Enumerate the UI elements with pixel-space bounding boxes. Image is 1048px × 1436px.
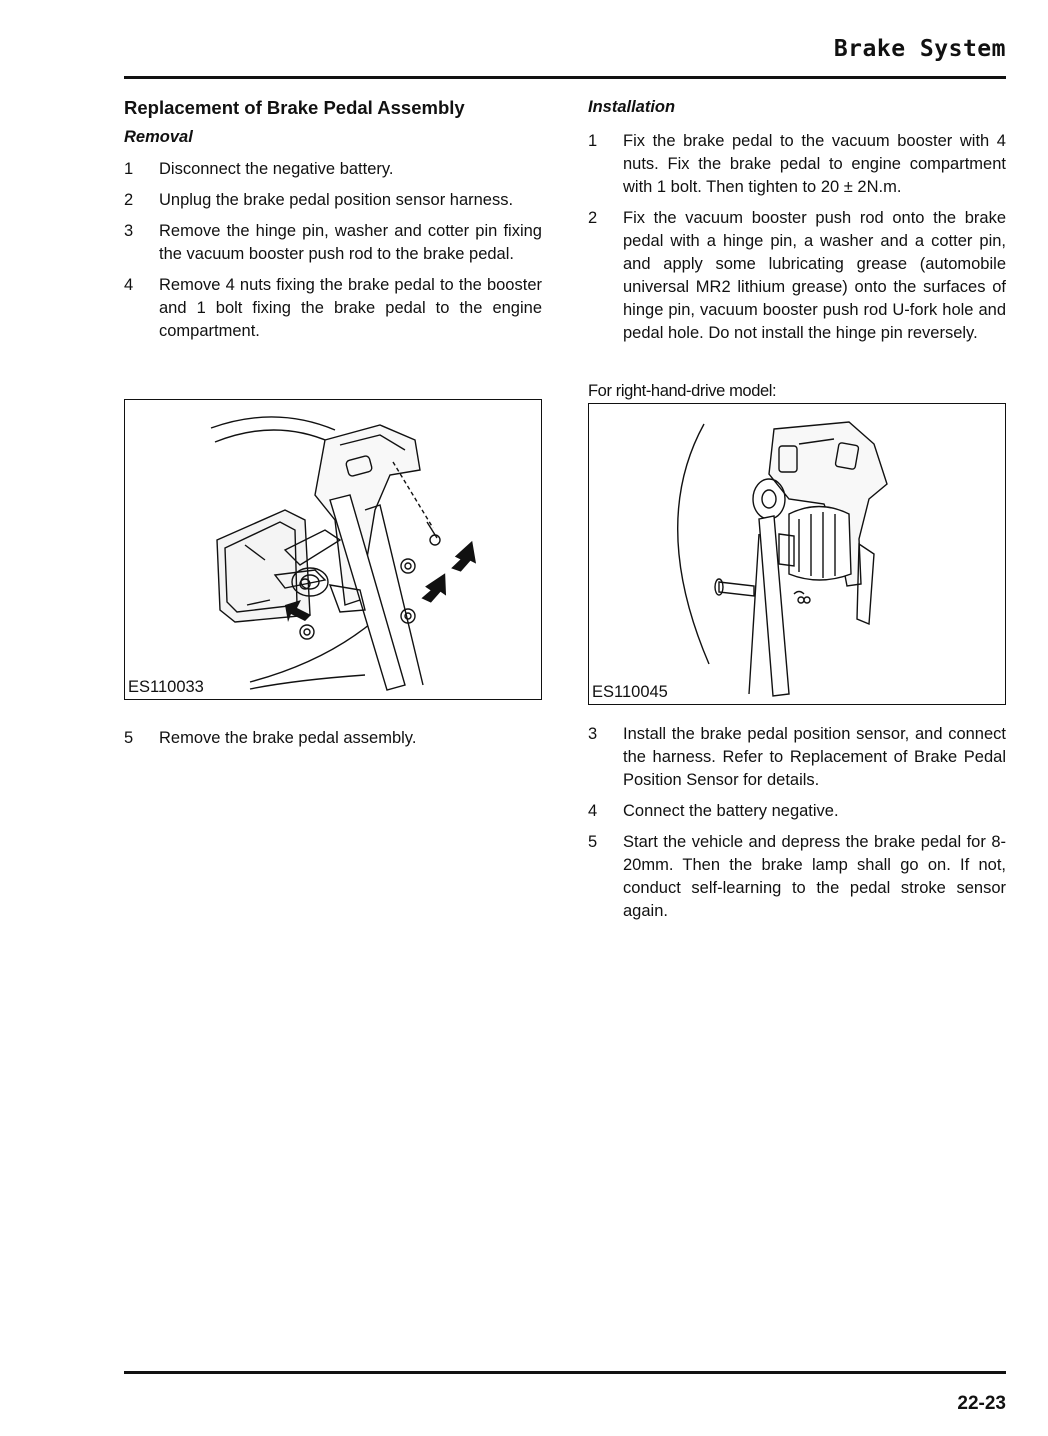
figure-id: ES110045 bbox=[592, 683, 668, 701]
left-column bbox=[124, 96, 542, 351]
removal-steps-continued bbox=[124, 727, 542, 750]
list-item: 1 Disconnect the negative battery. bbox=[124, 160, 394, 178]
list-item: 4 Remove 4 nuts fixing the brake pedal to the booster and 1 bolt fixing the brake pedal to the engine compartment. bbox=[124, 276, 542, 340]
installation-heading: Installation bbox=[588, 98, 676, 116]
footer-rule bbox=[124, 1371, 1006, 1374]
list-item: 3 Remove the hinge pin, washer and cotter pin fixing the vacuum booster push rod to the brake pedal. bbox=[124, 222, 542, 263]
removal-heading: Removal bbox=[124, 128, 193, 146]
removal-steps bbox=[124, 158, 542, 343]
right-column-after bbox=[588, 723, 1006, 931]
figure-removal bbox=[124, 399, 542, 700]
right-column bbox=[588, 96, 1006, 353]
figure-id: ES110033 bbox=[128, 678, 204, 696]
install-steps-continued bbox=[588, 723, 1006, 923]
list-item: 3 Install the brake pedal position sensor, and connect the harness. Refer to Replacement of Brake Pedal Position Sensor for details. bbox=[588, 725, 1006, 789]
section-title: Replacement of Brake Pedal Assembly bbox=[124, 97, 465, 118]
list-item: 2 Unplug the brake pedal position sensor harness. bbox=[124, 191, 514, 209]
list-item: 5 Start the vehicle and depress the brake pedal for 8-20mm. Then the brake lamp shall go on. If not, conduct self-learning to the pedal stroke sensor again. bbox=[588, 833, 1006, 920]
rhd-note: For right-hand-drive model: bbox=[588, 382, 777, 400]
list-item: 4 Connect the battery negative. bbox=[588, 802, 839, 820]
left-column-after bbox=[124, 727, 542, 758]
header-rule bbox=[124, 76, 1006, 79]
install-steps bbox=[588, 130, 1006, 345]
list-item: 5 Remove the brake pedal assembly. bbox=[124, 729, 417, 747]
page-header-title: Brake System bbox=[833, 36, 1006, 62]
list-item: 2 Fix the vacuum booster push rod onto the brake pedal with a hinge pin, a washer and a cotter pin, and apply some lubricating grease (automobile universal MR2 lithium grease) onto the surfaces of hinge pin, vacuum booster push rod U-fork hole and pedal hole. Do not install the hinge pin reversely. bbox=[588, 209, 1006, 342]
brake-pedal-rhd-illustration bbox=[589, 404, 1005, 704]
figure-installation bbox=[588, 403, 1006, 705]
list-item: 1 Fix the brake pedal to the vacuum booster with 4 nuts. Fix the brake pedal to engine compartment with 1 bolt. Then tighten to 20 ± 2N.m. bbox=[588, 132, 1006, 196]
brake-pedal-removal-illustration bbox=[125, 400, 541, 699]
page-number: 22-23 bbox=[957, 1393, 1006, 1414]
